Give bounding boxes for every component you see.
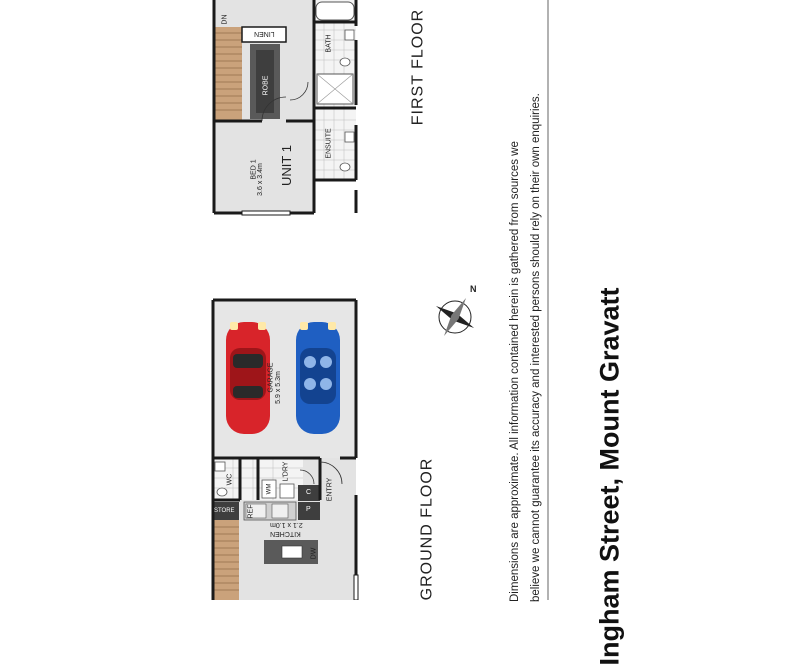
- p-label: P: [306, 506, 311, 513]
- compass-rose-icon: [434, 296, 476, 338]
- first-floor-label: FIRST FLOOR: [409, 8, 427, 126]
- stair-down-label: DN: [221, 14, 229, 25]
- blue-car: [296, 322, 340, 434]
- ground-floor-plan: [213, 300, 358, 600]
- disclaimer-line-2: believe we cannot guarantee its accuracy and interested persons should rely on their own enquiries.: [530, 93, 542, 602]
- garage-name: GARAGE: [267, 362, 275, 393]
- wm-label: WM: [266, 483, 273, 495]
- c-label: C: [306, 489, 312, 496]
- compass-north-label: N: [470, 284, 477, 294]
- ensuite-label: ENSUITE: [325, 128, 333, 159]
- unit-label: UNIT 1: [278, 145, 294, 186]
- property-address: Ingham Street, Mount Gravatt: [594, 287, 625, 666]
- linen-label: LINEN: [254, 30, 275, 37]
- laundry-label: L'DRY: [282, 461, 290, 482]
- red-car: [226, 322, 270, 434]
- entry-label: ENTRY: [326, 477, 334, 502]
- store-label: STORE: [214, 508, 235, 514]
- robe-label: ROBE: [262, 75, 270, 96]
- first-floor-stairs: [214, 27, 242, 121]
- ground-floor-label: GROUND FLOOR: [418, 457, 436, 601]
- wc-label: WC: [226, 473, 234, 486]
- ground-floor-stairs: [213, 520, 239, 600]
- ref-label: REF: [247, 504, 255, 519]
- bed1-name: BED 1: [250, 159, 258, 180]
- kitchen-size: 2.1 x 1.0m: [270, 521, 303, 528]
- bathtub: [316, 2, 354, 20]
- bed1-size: 3.6 x 3.4m: [256, 163, 264, 196]
- kitchen-name: KITCHEN: [270, 530, 301, 537]
- garage-size: 5.9 x 5.3m: [274, 371, 282, 404]
- disclaimer-line-1: Dimensions are approximate. All information contained herein is gathered from sources we: [509, 141, 521, 602]
- bath-label: BATH: [325, 34, 333, 53]
- dw-label: DW: [310, 547, 318, 560]
